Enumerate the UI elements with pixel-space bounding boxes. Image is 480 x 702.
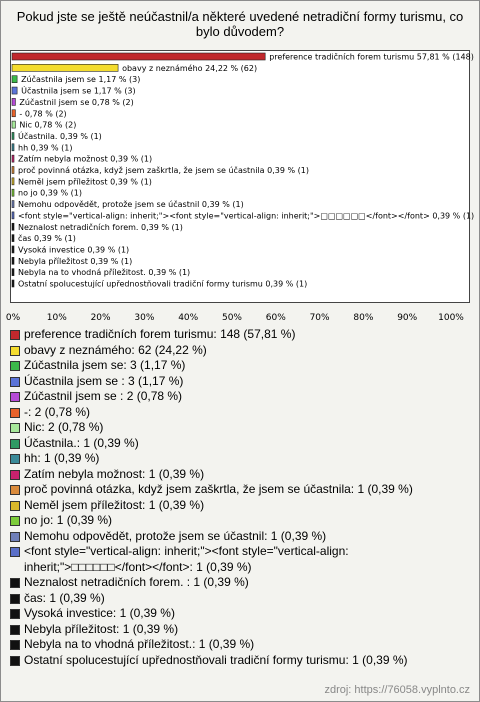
chart-title: Pokud jste se ještě neúčastnil/a některé uvedené netradiční formy turismu, co bylo důvodem? — [16, 9, 464, 39]
legend-swatch — [10, 532, 20, 542]
legend-swatch — [10, 346, 20, 356]
bar-17 — [12, 246, 14, 253]
legend-label: Neznalost netradičních forem. : 1 (0,39 %) — [24, 575, 249, 589]
legend-item — [10, 467, 472, 483]
legend-label: Ostatní spolucestující upřednostňovali tradiční formy turismu: 1 (0,39 %) — [24, 652, 408, 667]
legend-item — [10, 653, 472, 669]
legend-item — [10, 591, 472, 607]
bar-label-0: preference tradičních forem turismu 57,81 % (148) — [269, 52, 474, 62]
legend-label: preference tradičních forem turismu: 148 (57,81 %) — [24, 327, 296, 341]
bar-6 — [12, 121, 15, 128]
legend-swatch — [10, 609, 20, 619]
legend-item — [10, 420, 472, 436]
bar-chart — [5, 50, 475, 325]
x-tick-label-0: 0% — [5, 313, 21, 323]
bar-label-1: obavy z neznámého 24,22 % (62) — [122, 63, 258, 73]
legend-swatch — [10, 640, 20, 650]
legend-swatch — [10, 408, 20, 418]
legend-item — [10, 606, 472, 622]
legend-label: hh: 1 (0,39 %) — [24, 451, 100, 465]
legend-item — [10, 513, 472, 529]
legend-swatch — [10, 423, 20, 433]
legend-item — [10, 389, 472, 405]
legend-item — [10, 451, 472, 467]
bar-11 — [12, 178, 14, 185]
legend-swatch — [10, 625, 20, 635]
legend-swatch — [10, 578, 20, 588]
legend-swatch — [10, 594, 20, 604]
x-tick-label-9: 90% — [397, 313, 418, 323]
legend-swatch — [10, 392, 20, 402]
legend-item — [10, 637, 472, 653]
legend-swatch — [10, 485, 20, 495]
legend-label: Nemohu odpovědět, protože jsem se účastnil: 1 (0,39 %) — [24, 528, 327, 543]
legend-item — [10, 436, 472, 452]
x-tick-label-10: 100% — [438, 313, 464, 323]
legend-label: Účastnila jsem se : 3 (1,17 %) — [24, 373, 184, 388]
x-tick-label-1: 10% — [46, 313, 67, 323]
bar-label-2: Zúčastnila jsem se 1,17 % (3) — [21, 75, 141, 85]
bar-label-13: Nemohu odpovědět, protože jsem se účastnil 0,39 % (1) — [18, 200, 244, 210]
legend-swatch — [10, 439, 20, 449]
legend-swatch — [10, 377, 20, 387]
bar-20 — [12, 280, 14, 287]
legend-label: Zúčastnil jsem se : 2 (0,78 %) — [24, 389, 183, 403]
bar-15 — [12, 223, 14, 230]
legend-swatch — [10, 516, 20, 526]
x-tick-label-4: 40% — [178, 313, 199, 323]
legend-label: Zatím nebyla možnost: 1 (0,39 %) — [24, 466, 205, 481]
bar-10 — [12, 167, 14, 174]
legend-label: Neměl jsem příležitost: 1 (0,39 %) — [24, 497, 205, 512]
legend-label: obavy z neznámého: 62 (24,22 %) — [24, 342, 207, 357]
legend-label: Nebyla na to vhodná příležitost.: 1 (0,39 %) — [24, 637, 255, 651]
bar-13 — [12, 201, 14, 208]
bar-label-15: Neznalost netradičních forem. 0,39 % (1) — [18, 222, 183, 232]
bar-1 — [12, 64, 118, 71]
legend-label: -: 2 (0,78 %) — [24, 404, 91, 419]
legend-swatch — [10, 361, 20, 371]
bar-14 — [12, 212, 14, 219]
bar-label-19: Nebyla na to vhodná příležitost. 0,39 % (1) — [18, 268, 191, 278]
x-tick-label-3: 30% — [134, 313, 155, 323]
bar-label-5: - 0,78 % (2) — [19, 109, 67, 119]
bar-0 — [12, 53, 265, 60]
bar-label-20: Ostatní spolucestující upřednostňovali tradiční formy turismu 0,39 % (1) — [18, 279, 308, 289]
bar-19 — [12, 269, 14, 276]
x-tick-label-5: 50% — [221, 313, 243, 323]
legend-item — [10, 498, 472, 514]
legend-item — [10, 327, 472, 343]
bar-label-9: Zatím nebyla možnost 0,39 % (1) — [18, 154, 153, 164]
bar-5 — [12, 110, 15, 117]
legend-item — [10, 374, 472, 390]
legend-label: Nebyla příležitost: 1 (0,39 %) — [24, 621, 179, 636]
legend-label: Vysoká investice: 1 (0,39 %) — [24, 606, 175, 620]
bar-label-7: Účastnila. 0,39 % (1) — [18, 131, 102, 141]
bar-3 — [12, 87, 17, 94]
legend-item — [10, 482, 472, 498]
legend-swatch — [10, 470, 20, 480]
bar-label-16: čas 0,39 % (1) — [18, 234, 76, 244]
legend-item — [10, 575, 472, 591]
legend-label: proč povinná otázka, když jsem zaškrtla, že jsem se účastnila: 1 (0,39 %) — [24, 482, 413, 496]
bar-label-12: no jo 0,39 % (1) — [18, 188, 82, 198]
x-tick-label-6: 60% — [265, 313, 286, 323]
bar-label-18: Nebyla příležitost 0,39 % (1) — [18, 256, 133, 266]
legend-item — [10, 405, 472, 421]
legend-swatch — [10, 330, 20, 340]
bar-9 — [12, 155, 14, 162]
legend-swatch — [10, 656, 20, 666]
bar-label-3: Účastnila jsem se 1,17 % (3) — [21, 86, 136, 96]
bar-16 — [12, 235, 14, 242]
source-note: zdroj: https://76058.vyplnto.cz — [324, 684, 470, 696]
legend-label: Nic: 2 (0,78 %) — [24, 420, 104, 434]
legend-swatch — [10, 454, 20, 464]
bar-label-10: proč povinná otázka, když jsem zaškrtla, že jsem se účastnila 0,39 % (1) — [18, 166, 309, 175]
legend-label: <font style="vertical-align: inherit;"><font style="vertical-align: inherit;">□□□□□□</font></font>: 1 (0,39 %) — [24, 544, 349, 574]
bar-7 — [12, 132, 14, 139]
bar-label-17: Vysoká investice 0,39 % (1) — [18, 245, 130, 255]
legend-item — [10, 622, 472, 638]
legend-label: Účastnila.: 1 (0,39 %) — [24, 435, 139, 450]
bar-12 — [12, 189, 14, 196]
bar-label-8: hh 0,39 % (1) — [18, 143, 73, 153]
bar-label-4: Zúčastnil jsem se 0,78 % (2) — [19, 97, 134, 107]
bar-18 — [12, 257, 14, 264]
bar-4 — [12, 98, 15, 105]
legend-label: čas: 1 (0,39 %) — [24, 590, 105, 605]
legend-swatch — [10, 501, 20, 511]
bar-label-11: Neměl jsem příležitost 0,39 % (1) — [18, 177, 152, 187]
legend-swatch — [10, 547, 20, 557]
bar-label-6: Nic 0,78 % (2) — [19, 120, 77, 130]
legend-item — [10, 544, 472, 575]
legend-label: no jo: 1 (0,39 %) — [24, 513, 113, 527]
bar-8 — [12, 144, 14, 151]
legend-item — [10, 529, 472, 545]
x-tick-label-2: 20% — [90, 313, 111, 323]
x-tick-label-7: 70% — [309, 313, 330, 323]
legend-item — [10, 343, 472, 359]
legend-item — [10, 358, 472, 374]
legend — [10, 327, 472, 668]
bar-2 — [12, 76, 17, 83]
bar-label-14: <font style="vertical-align: inherit;"><font style="vertical-align: inherit;">□□□□□□</font></font> 0,39 % (1) — [18, 211, 475, 221]
legend-label: Zúčastnila jsem se: 3 (1,17 %) — [24, 358, 186, 372]
x-tick-label-8: 80% — [353, 313, 374, 323]
